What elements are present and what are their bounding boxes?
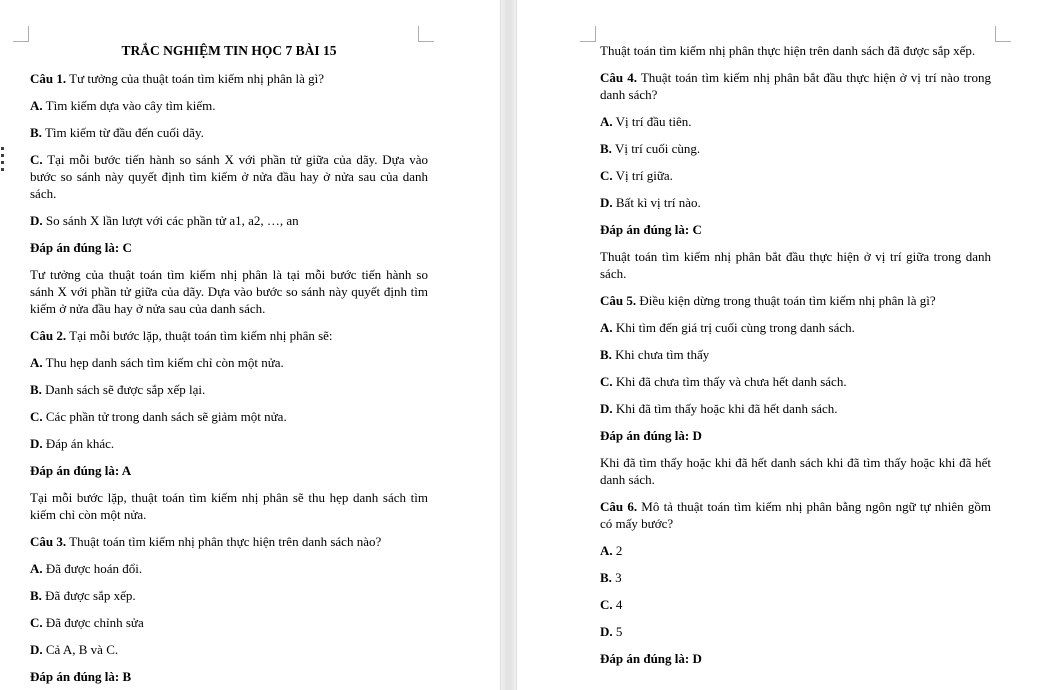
- paragraph-answer: Đáp án đúng là: D: [600, 428, 702, 443]
- paragraph-option: [600, 596, 991, 613]
- option-letter: D.: [30, 436, 43, 451]
- option-letter: C.: [30, 152, 43, 167]
- paragraph-answer: Đáp án đúng là: B: [30, 669, 132, 684]
- option-letter: B.: [600, 347, 612, 362]
- option-letter: C.: [30, 615, 43, 630]
- option-letter: A.: [600, 320, 613, 335]
- paragraph-option: [30, 560, 428, 577]
- paragraph-text: Khi đã tìm thấy hoặc khi đã hết danh sách.: [615, 401, 838, 416]
- paragraph-text: Đã được sắp xếp.: [45, 588, 136, 603]
- paragraph-option: [600, 167, 991, 184]
- option-letter: B.: [30, 588, 42, 603]
- option-letter: B.: [600, 570, 612, 585]
- question-number: Câu 5.: [600, 293, 637, 308]
- crop-mark-left-page-top-left: [13, 26, 29, 42]
- paragraph-text: 4: [615, 597, 623, 612]
- paragraph-answer: Đáp án đúng là: C: [30, 240, 132, 255]
- paragraph-question: [30, 327, 428, 344]
- paragraph-text: Đã được hoán đổi.: [45, 561, 143, 576]
- paragraph-option: [30, 587, 428, 604]
- option-letter: A.: [30, 98, 43, 113]
- paragraph-text: Tìm kiếm từ đầu đến cuối dãy.: [44, 125, 204, 140]
- crop-mark-right-page-top-left: [580, 26, 596, 42]
- option-letter: D.: [30, 213, 43, 228]
- paragraph-option: [30, 408, 428, 425]
- drag-dot: [1, 147, 4, 150]
- question-number: Câu 6.: [600, 499, 638, 514]
- option-letter: B.: [30, 382, 42, 397]
- paragraph-text: Tại mỗi bước lặp, thuật toán tìm kiếm nhị phân sẽ:: [69, 328, 333, 343]
- right-page-text-column: [600, 0, 991, 677]
- paragraph-text: Thuật toán tìm kiếm nhị phân thực hiện trên danh sách nào?: [69, 534, 382, 549]
- paragraph-text: 5: [615, 624, 623, 639]
- question-number: Câu 2.: [30, 328, 67, 343]
- paragraph-explain: Khi đã tìm thấy hoặc khi đã hết danh sách khi đã tìm thấy hoặc khi đã hết danh sách.: [600, 455, 991, 487]
- paragraph-text: Cả A, B và C.: [45, 642, 119, 657]
- paragraph-text: Thu hẹp danh sách tìm kiếm chỉ còn một nửa.: [45, 355, 284, 370]
- option-letter: D.: [600, 401, 613, 416]
- paragraph-explain: Tư tưởng của thuật toán tìm kiếm nhị phân là tại mỗi bước tiến hành so sánh X với phần tử giữa của dãy. Dựa vào bước so sánh này quyết định tìm kiếm ở nửa đầu hay ở nửa sau của danh sách.: [30, 267, 428, 316]
- option-letter: C.: [30, 409, 43, 424]
- paragraph-option: [30, 614, 428, 631]
- paragraph-answer: Đáp án đúng là: D: [600, 651, 702, 666]
- drag-dot: [1, 161, 4, 164]
- panel-drag-handle[interactable]: [0, 147, 5, 171]
- document-title: TRẮC NGHIỆM TIN HỌC 7 BÀI 15: [121, 43, 337, 58]
- paragraph-question: [600, 292, 991, 309]
- paragraph-option: [600, 623, 991, 640]
- option-letter: A.: [30, 561, 43, 576]
- paragraph-text: Đã được chỉnh sửa: [45, 615, 144, 630]
- paragraph-text: Tư tưởng của thuật toán tìm kiếm nhị phân là gì?: [69, 71, 325, 86]
- paragraph-option: [30, 151, 428, 202]
- option-letter: A.: [30, 355, 43, 370]
- paragraph-text: Vị trí cuối cùng.: [614, 141, 701, 156]
- paragraph-option: [600, 569, 991, 586]
- paragraph-text: So sánh X lần lượt với các phần tử a1, a2, …, an: [45, 213, 299, 228]
- page-gap: [500, 0, 517, 690]
- option-letter: B.: [600, 141, 612, 156]
- crop-mark-right-page-top-right: [995, 26, 1011, 42]
- option-letter: C.: [600, 168, 613, 183]
- paragraph-text: Điều kiện dừng trong thuật toán tìm kiếm nhị phân là gì?: [639, 293, 936, 308]
- option-letter: D.: [30, 642, 43, 657]
- option-letter: B.: [30, 125, 42, 140]
- paragraph-option: [30, 381, 428, 398]
- paragraph-text: Khi chưa tìm thấy: [615, 347, 710, 362]
- option-letter: A.: [600, 114, 613, 129]
- paragraph-explain: Thuật toán tìm kiếm nhị phân thực hiện trên danh sách đã được sắp xếp.: [600, 43, 976, 58]
- paragraph-answer: Đáp án đúng là: A: [30, 463, 132, 478]
- drag-dot: [1, 154, 4, 157]
- paragraph-text: Vị trí đầu tiên.: [615, 114, 692, 129]
- paragraph-option: [600, 140, 991, 157]
- paragraph-option: [30, 435, 428, 452]
- option-letter: C.: [600, 374, 613, 389]
- paragraph-option: [30, 124, 428, 141]
- question-number: Câu 4.: [600, 70, 637, 85]
- paragraph-text: Danh sách sẽ được sắp xếp lại.: [45, 382, 206, 397]
- paragraph-text: 3: [615, 570, 622, 585]
- paragraph-text: Vị trí giữa.: [615, 168, 673, 183]
- paragraph-text: Mô tả thuật toán tìm kiếm nhị phân bằng ngôn ngữ tự nhiên gồm có mấy bước?: [600, 499, 991, 531]
- option-letter: D.: [600, 624, 613, 639]
- paragraph-option: [600, 400, 991, 417]
- paragraph-text: Các phần tử trong danh sách sẽ giảm một nửa.: [45, 409, 287, 424]
- paragraph-text: Bất kì vị trí nào.: [615, 195, 701, 210]
- paragraph-text: Đáp án khác.: [45, 436, 115, 451]
- paragraph-text: Khi tìm đến giá trị cuối cùng trong danh sách.: [615, 320, 855, 335]
- paragraph-option: [30, 641, 428, 658]
- paragraph-option: [600, 319, 991, 336]
- question-number: Câu 3.: [30, 534, 67, 549]
- paragraph-option: [30, 97, 428, 114]
- paragraph-option: [600, 113, 991, 130]
- option-letter: C.: [600, 597, 613, 612]
- paragraph-text: Thuật toán tìm kiếm nhị phân bắt đầu thực hiện ở vị trí nào trong danh sách?: [600, 70, 991, 102]
- paragraph-option: [30, 212, 428, 229]
- paragraph-option: [30, 354, 428, 371]
- paragraph-text: Khi đã chưa tìm thấy và chưa hết danh sách.: [615, 374, 847, 389]
- option-letter: D.: [600, 195, 613, 210]
- paragraph-option: [600, 194, 991, 211]
- paragraph-question: [30, 70, 428, 87]
- paragraph-explain: Tại mỗi bước lặp, thuật toán tìm kiếm nhị phân sẽ thu hẹp danh sách tìm kiếm chỉ còn một nửa.: [30, 490, 428, 522]
- drag-dot: [1, 168, 4, 171]
- paragraph-option: [600, 346, 991, 363]
- option-letter: A.: [600, 543, 613, 558]
- paragraph-option: [600, 373, 991, 390]
- paragraph-question: [600, 498, 991, 532]
- paragraph-text: Tại mỗi bước tiến hành so sánh X với phần tử giữa của dãy. Dựa vào bước so sánh này quyết định tìm kiếm ở nửa đầu hay ở nửa sau của danh sách.: [30, 152, 429, 201]
- paragraph-text: Tìm kiếm dựa vào cây tìm kiếm.: [45, 98, 216, 113]
- paragraph-option: [600, 542, 991, 559]
- question-number: Câu 1.: [30, 71, 67, 86]
- paragraph-explain: Thuật toán tìm kiếm nhị phân bắt đầu thực hiện ở vị trí giữa trong danh sách.: [600, 249, 991, 281]
- left-page-text-column: [30, 0, 428, 690]
- paragraph-question: [600, 69, 991, 103]
- paragraph-text: 2: [615, 543, 623, 558]
- paragraph-answer: Đáp án đúng là: C: [600, 222, 702, 237]
- paragraph-question: [30, 533, 428, 550]
